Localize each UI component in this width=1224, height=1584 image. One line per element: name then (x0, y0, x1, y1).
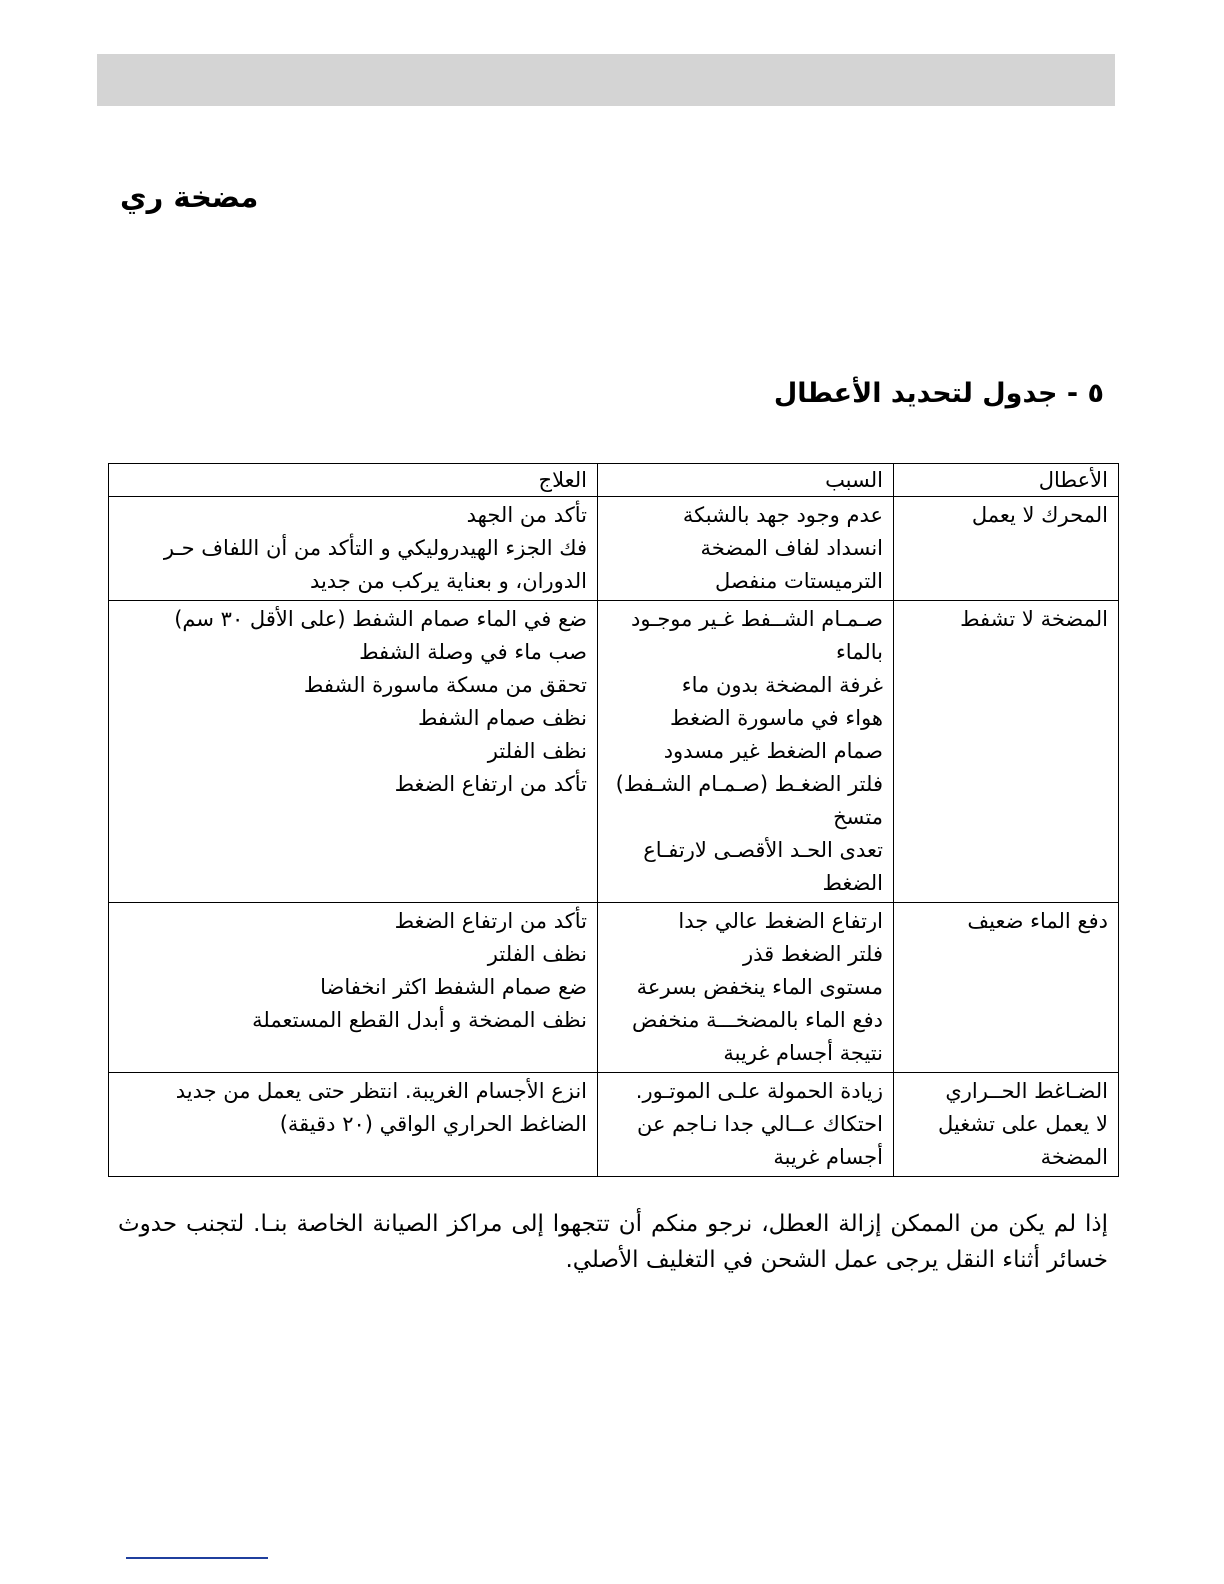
product-title: مضخة ري (120, 180, 259, 214)
cause-line: ارتفاع الضغط عالي جدا (678, 909, 883, 933)
remedy-line: الدوران، و بعناية يركب من جديد (309, 569, 587, 593)
table-row (109, 497, 1119, 601)
remedy-line: نظف الفلتر (487, 942, 587, 966)
table-row (109, 1073, 1119, 1177)
remedy-cell (109, 497, 598, 601)
remedy-line: نظف المضخة و أبدل القطع المستعملة (252, 1008, 587, 1032)
remedy-line: ضع في الماء صمام الشفط (على الأقل ٣٠ سم) (174, 607, 587, 631)
cause-line: بالماء (835, 640, 883, 664)
remedy-line: صب ماء في وصلة الشفط (359, 640, 587, 664)
column-header-fault: الأعطال (894, 464, 1119, 497)
fault-text: دفع الماء ضعيف (967, 909, 1108, 933)
fault-cell (894, 1073, 1119, 1177)
remedy-line: فك الجزء الهيدروليكي و التأكد من أن اللفاف حـر (163, 536, 587, 560)
section-heading: ٥ - جدول لتحديد الأعطال (773, 378, 1104, 409)
cause-line: احتكاك عــالي جدا نـاجم عن (636, 1112, 883, 1136)
cause-line: مستوى الماء ينخفض بسرعة (636, 975, 883, 999)
cause-line: أجسام غريبة (773, 1145, 883, 1169)
cause-line: تعدى الحـد الأقصـى لارتفـاع (643, 838, 883, 862)
fault-cell (894, 601, 1119, 903)
column-header-cause: السبب (598, 464, 894, 497)
cause-cell (598, 1073, 894, 1177)
fault-text: لا يعمل على تشغيل (938, 1112, 1108, 1136)
table-row (109, 601, 1119, 903)
cause-line: دفع الماء بالمضخـــة منخفض (632, 1008, 883, 1032)
page-rule (126, 1557, 268, 1559)
table-row (109, 903, 1119, 1073)
remedy-line: تأكد من الجهد (466, 503, 587, 527)
header-bar (97, 54, 1115, 106)
fault-text: المحرك لا يعمل (971, 503, 1108, 527)
cause-line: زيادة الحمولة علـى الموتـور. (635, 1079, 883, 1103)
remedy-line: انزع الأجسام الغريبة. انتظر حتى يعمل من جديد (175, 1079, 587, 1103)
cause-cell (598, 601, 894, 903)
cause-line: الترميستات منفصل (715, 569, 883, 593)
cause-line: انسداد لفاف المضخة (700, 536, 883, 560)
remedy-line: الضاغط الحراري الواقي (٢٠ دقيقة) (279, 1112, 587, 1136)
cause-line: متسخ (833, 805, 883, 829)
cause-line: هواء في ماسورة الضغط (670, 706, 883, 730)
fault-cell (894, 497, 1119, 601)
footer-note: إذا لم يكن من الممكن إزالة العطل، نرجو منكم أن تتجهوا إلى مراكز الصيانة الخاصة بنـا. لتجنب حدوث خسائر أثناء النقل يرجى عمل الشحن في التغليف الأصلي. (118, 1211, 1108, 1273)
remedy-line: ضع صمام الشفط اكثر انخفاضا (320, 975, 587, 999)
cause-line: فلتر الضغـط (صـمـام الشـفط) (615, 772, 883, 796)
cause-line: فلتر الضغط قذر (743, 942, 883, 966)
column-header-remedy: العلاج (109, 464, 598, 497)
remedy-line: نظف الفلتر (487, 739, 587, 763)
fault-text: المضخة (1040, 1145, 1108, 1169)
fault-text: المضخة لا تشفط (960, 607, 1108, 631)
cause-line: عدم وجود جهد بالشبكة (682, 503, 883, 527)
remedy-cell (109, 903, 598, 1073)
remedy-cell (109, 601, 598, 903)
cause-line: نتيجة أجسام غريبة (723, 1041, 883, 1065)
remedy-line: تأكد من ارتفاع الضغط (394, 772, 587, 796)
cause-line: غرفة المضخة بدون ماء (681, 673, 883, 697)
remedy-line: تحقق من مسكة ماسورة الشفط (303, 673, 587, 697)
fault-text: الضـاغط الحــراري (945, 1079, 1108, 1103)
remedy-cell (109, 1073, 598, 1177)
remedy-line: تأكد من ارتفاع الضغط (394, 909, 587, 933)
table-header-row (109, 464, 1119, 497)
cause-cell (598, 903, 894, 1073)
cause-line: صمام الضغط غير مسدود (663, 739, 883, 763)
cause-cell (598, 497, 894, 601)
cause-line: الضغط (822, 871, 883, 895)
remedy-line: نظف صمام الشفط (417, 706, 587, 730)
cause-line: صـمـام الشــفط غـير موجـود (630, 607, 883, 631)
fault-cell (894, 903, 1119, 1073)
fault-table (108, 463, 1119, 1177)
